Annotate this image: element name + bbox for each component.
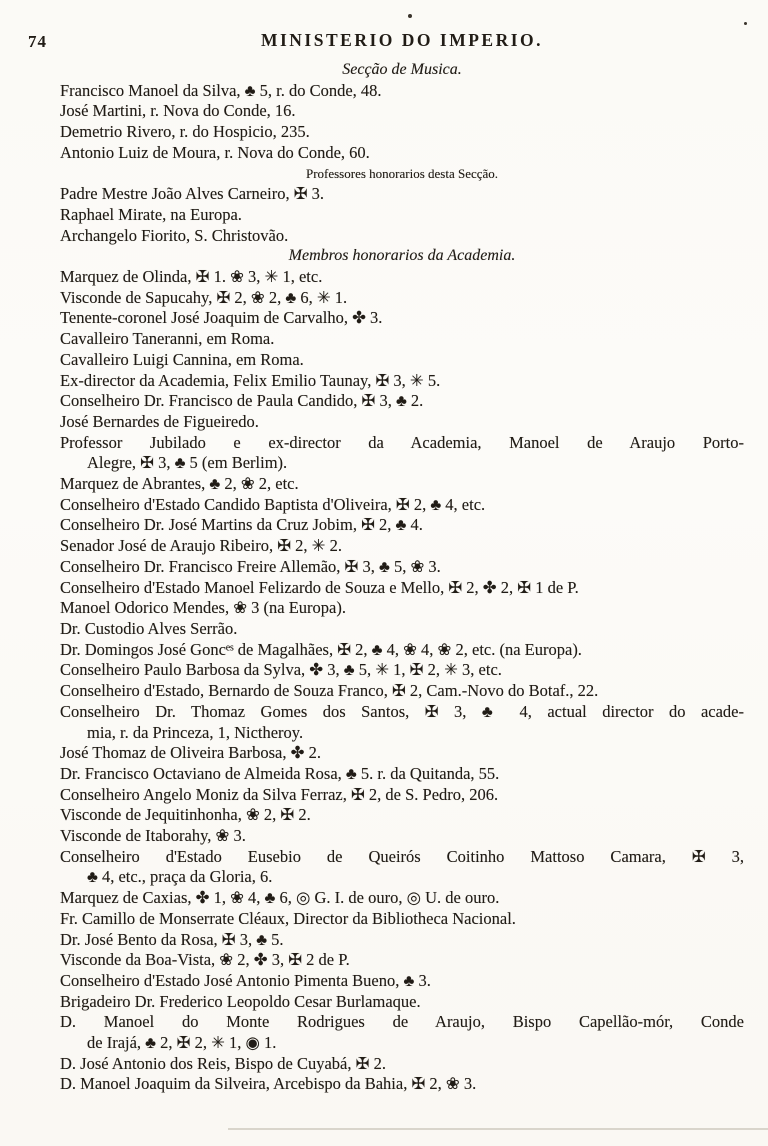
page-sheet <box>28 30 744 1095</box>
document-line: Conselheiro Angelo Moniz da Silva Ferraz, ✠ 2, de S. Pedro, 206. <box>60 784 499 804</box>
document-line: Alegre, ✠ 3, ♣ 5 (em Berlim). <box>87 453 288 473</box>
document-line: Ex-director da Academia, Felix Emilio Taunay, ✠ 3, ✳ 5. <box>60 370 441 390</box>
document-line: D. Manoel do Monte Rodrigues de Araujo, Bispo Capellão-mór, Conde <box>60 1012 744 1032</box>
scan-artifact-line <box>228 1128 768 1130</box>
document-line: Conselheiro Dr. Francisco Freire Allemão, ✠ 3, ♣ 5, ❀ 3. <box>60 556 441 576</box>
document-line: Francisco Manoel da Silva, ♣ 5, r. do Conde, 48. <box>60 80 382 100</box>
document-line: Conselheiro d'Estado, Bernardo de Souza Franco, ✠ 2, Cam.-Novo do Botaf., 22. <box>60 681 599 701</box>
document-line: Conselheiro d'Estado José Antonio Pimenta Bueno, ♣ 3. <box>60 970 431 990</box>
document-body <box>60 60 744 1095</box>
document-line: Brigadeiro Dr. Frederico Leopoldo Cesar Burlamaque. <box>60 991 421 1011</box>
document-line: Archangelo Fiorito, S. Christovão. <box>60 225 289 245</box>
document-line: Secção de Musica. <box>342 61 462 78</box>
document-line: Dr. José Bento da Rosa, ✠ 3, ♣ 5. <box>60 929 284 949</box>
document-line: Marquez de Abrantes, ♣ 2, ❀ 2, etc. <box>60 474 299 494</box>
document-line: Membros honorarios da Academia. <box>288 247 516 265</box>
page-header-title: MINISTERIO DO IMPERIO. <box>260 30 544 50</box>
document-line: Conselheiro d'Estado Candido Baptista d'Oliveira, ✠ 2, ♣ 4, etc. <box>60 494 486 514</box>
document-line: D. José Antonio dos Reis, Bispo de Cuyabá, ✠ 2. <box>60 1053 386 1073</box>
document-line: Antonio Luiz de Moura, r. Nova do Conde, 60. <box>60 142 370 162</box>
document-line: Tenente-coronel José Joaquim de Carvalho, ✤ 3. <box>60 308 383 328</box>
document-line: Dr. Domingos José Goncᵉˢ de Magalhães, ✠ 2, ♣ 4, ❀ 4, ❀ 2, etc. (na Europa). <box>60 639 582 659</box>
document-line: José Martini, r. Nova do Conde, 16. <box>60 101 296 121</box>
document-line: Manoel Odorico Mendes, ❀ 3 (na Europa). <box>60 598 346 618</box>
document-line: Visconde de Jequitinhonha, ❀ 2, ✠ 2. <box>60 805 311 825</box>
scan-speck <box>744 22 747 25</box>
document-line: mia, r. da Princeza, 1, Nictheroy. <box>87 722 304 742</box>
page-number: 74 <box>28 32 47 51</box>
document-line: Senador José de Araujo Ribeiro, ✠ 2, ✳ 2. <box>60 536 342 556</box>
document-line: Visconde da Boa-Vista, ❀ 2, ✤ 3, ✠ 2 de P. <box>60 950 350 970</box>
document-line: José Thomaz de Oliveira Barbosa, ✤ 2. <box>60 743 321 763</box>
document-line: Conselheiro Dr. José Martins da Cruz Jobim, ✠ 2, ♣ 4. <box>60 515 423 535</box>
document-line: Professor Jubilado e ex-director da Academia, Manoel de Araujo Porto- <box>60 432 744 452</box>
document-line: Marquez de Caxias, ✤ 1, ❀ 4, ♣ 6, ◎ G. I. de ouro, ◎ U. de ouro. <box>60 888 500 908</box>
document-line: Cavalleiro Taneranni, em Roma. <box>60 329 275 349</box>
document-line: Fr. Camillo de Monserrate Cléaux, Director da Bibliotheca Nacional. <box>60 908 516 928</box>
scan-speck <box>408 14 412 18</box>
document-line: Padre Mestre João Alves Carneiro, ✠ 3. <box>60 184 325 204</box>
document-line: Dr. Francisco Octaviano de Almeida Rosa, ♣ 5. r. da Quitanda, 55. <box>60 763 500 783</box>
document-line: D. Manoel Joaquim da Silveira, Arcebispo da Bahia, ✠ 2, ❀ 3. <box>60 1074 477 1094</box>
document-line: ♣ 4, etc., praça da Gloria, 6. <box>87 867 273 887</box>
document-line: Dr. Custodio Alves Serrão. <box>60 618 238 638</box>
document-line: Conselheiro Paulo Barbosa da Sylva, ✤ 3, ♣ 5, ✳ 1, ✠ 2, ✳ 3, etc. <box>60 660 502 680</box>
document-line: Conselheiro d'Estado Manoel Felizardo de Souza e Mello, ✠ 2, ✤ 2, ✠ 1 de P. <box>60 577 579 597</box>
document-line: Demetrio Rivero, r. do Hospicio, 235. <box>60 122 310 142</box>
document-line: Visconde de Sapucahy, ✠ 2, ❀ 2, ♣ 6, ✳ 1. <box>60 287 348 307</box>
document-line: Conselheiro Dr. Thomaz Gomes dos Santos, ✠ 3, ♣ 4, actual director do acade- <box>60 701 744 721</box>
document-line: Marquez de Olinda, ✠ 1. ❀ 3, ✳ 1, etc. <box>60 267 323 287</box>
document-line: Conselheiro Dr. Francisco de Paula Candido, ✠ 3, ♣ 2. <box>60 391 424 411</box>
page-header <box>28 30 744 56</box>
document-line: Conselheiro d'Estado Eusebio de Queirós Coitinho Mattoso Camara, ✠ 3, <box>60 846 744 866</box>
document-line: Cavalleiro Luigi Cannina, em Roma. <box>60 349 304 369</box>
document-line: de Irajá, ♣ 2, ✠ 2, ✳ 1, ◉ 1. <box>87 1033 277 1053</box>
document-line: Raphael Mirate, na Europa. <box>60 204 242 224</box>
document-line: Professores honorarios desta Secção. <box>305 165 499 181</box>
document-line: José Bernardes de Figueiredo. <box>60 411 259 431</box>
document-line: Visconde de Itaborahy, ❀ 3. <box>60 826 246 846</box>
